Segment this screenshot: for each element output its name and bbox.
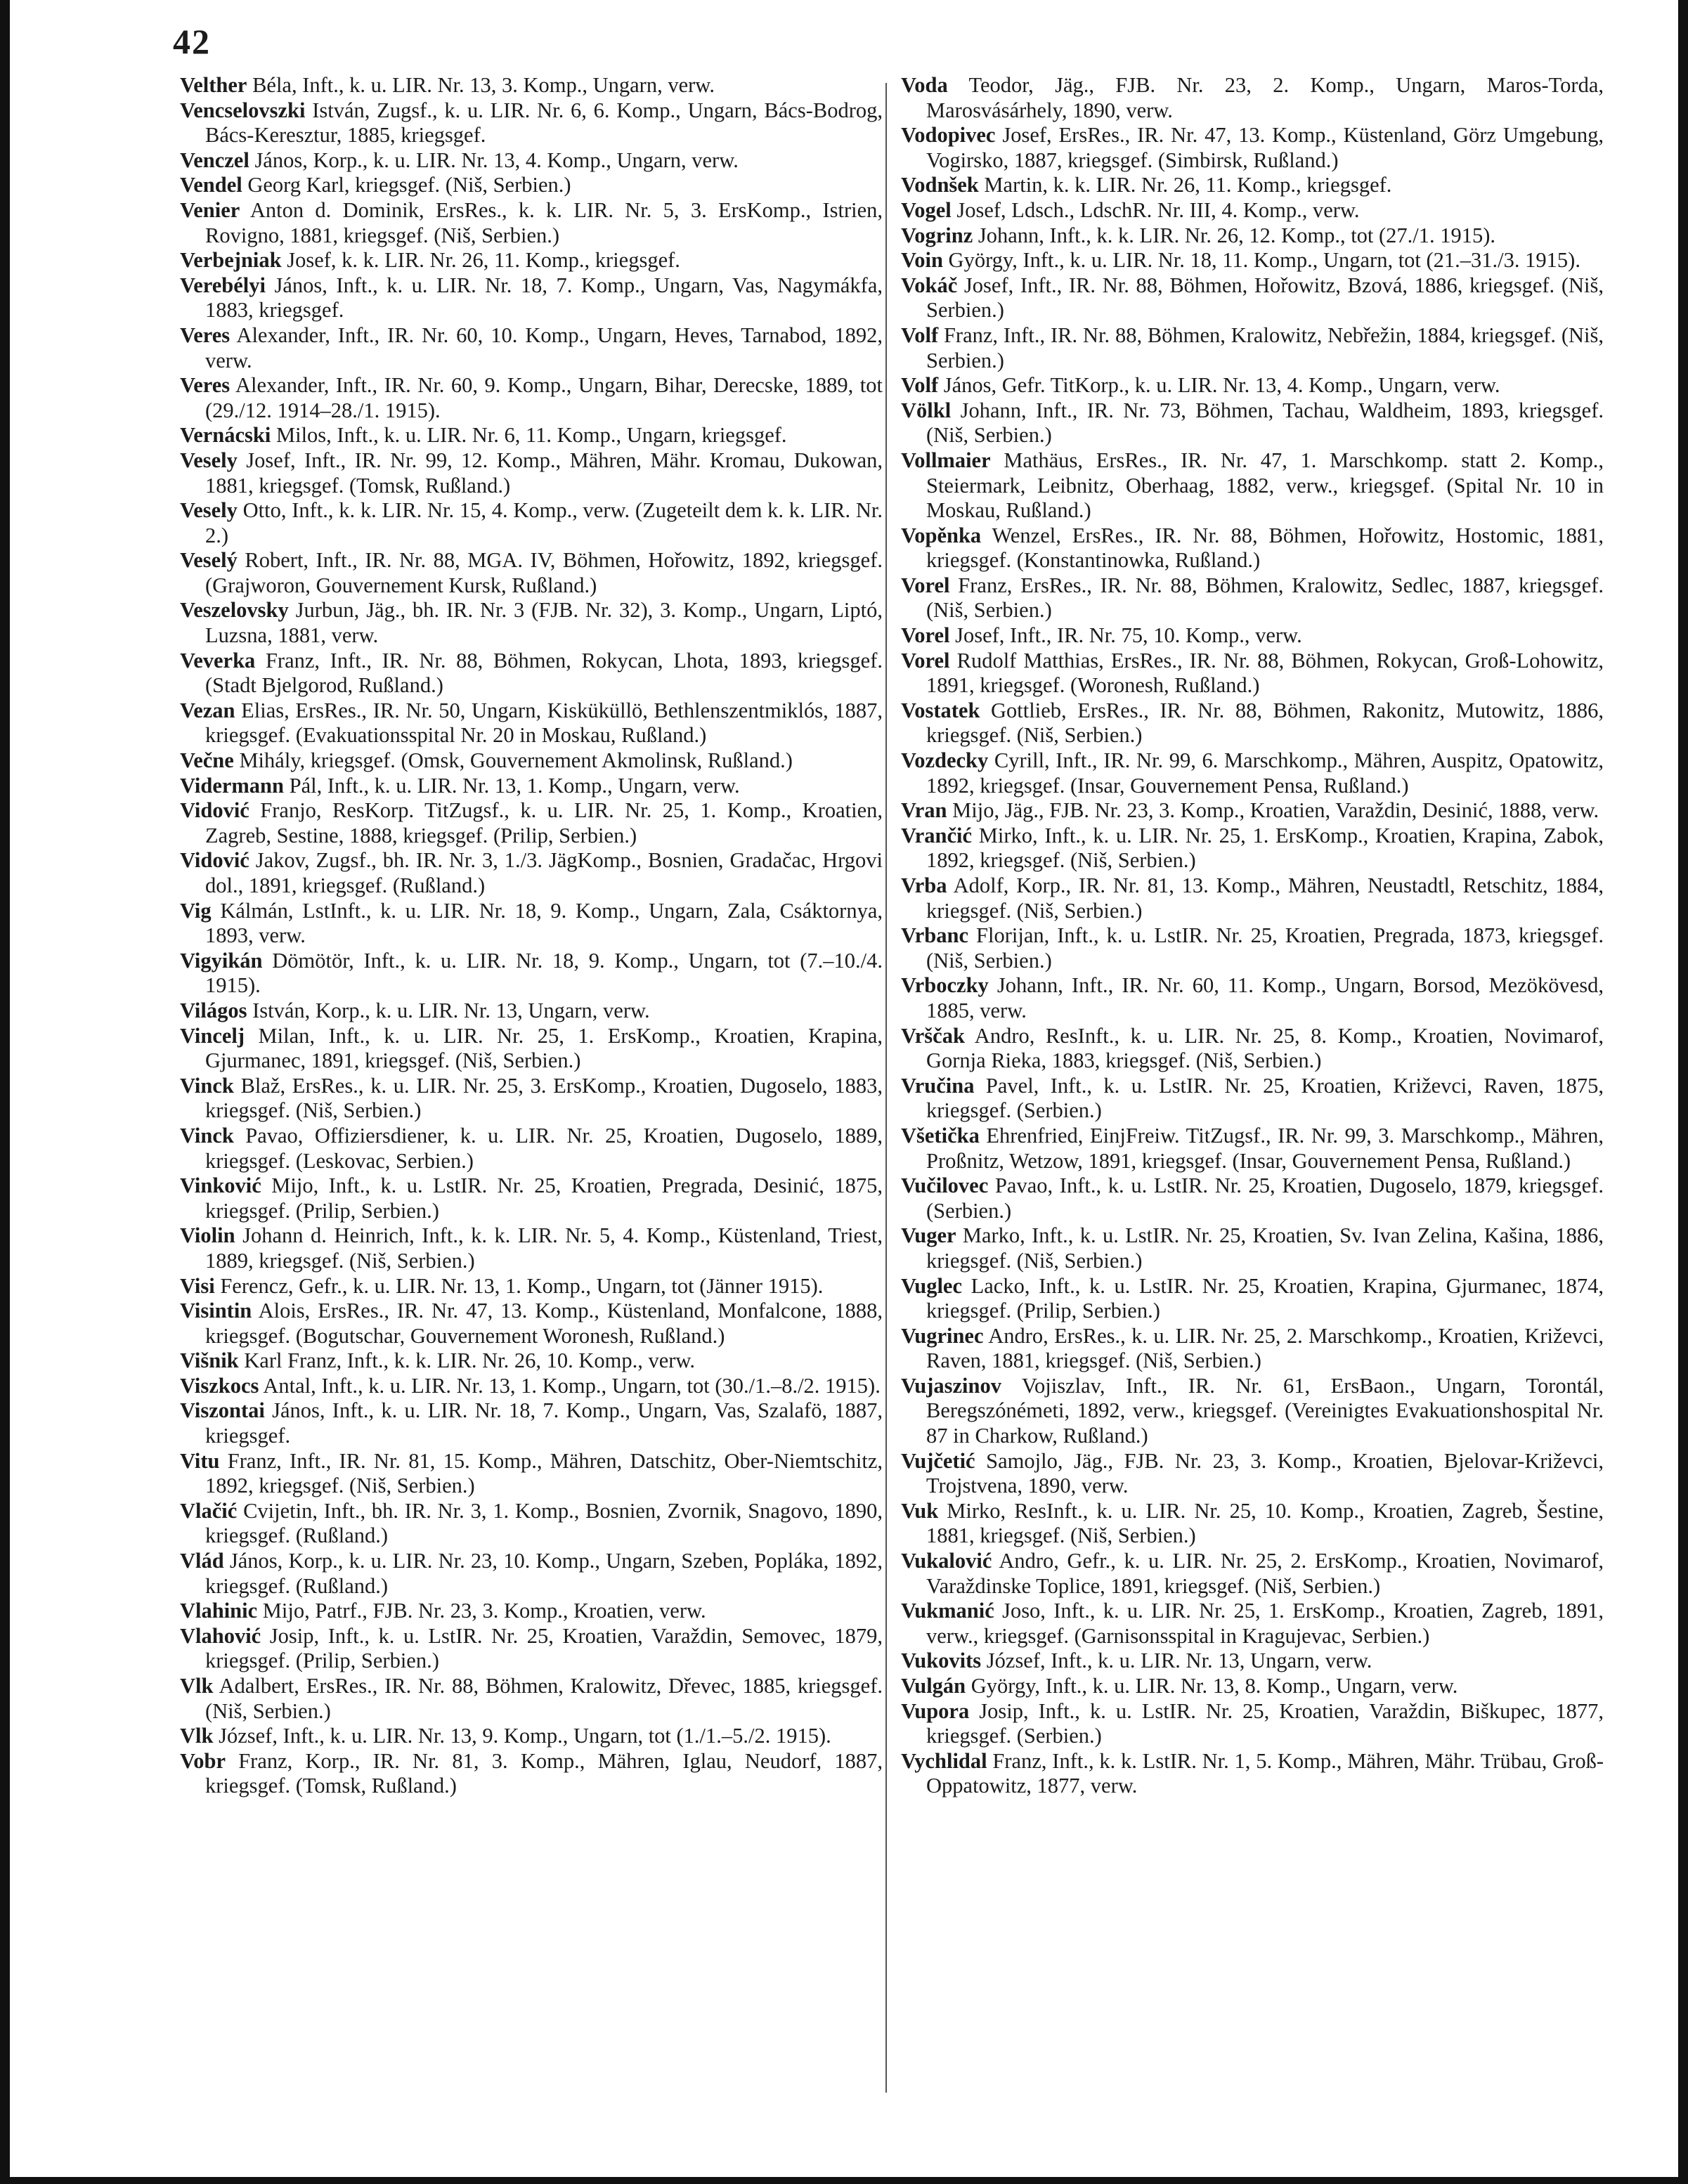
register-entry [901, 1274, 1604, 1324]
entry-surname: Veselý [180, 548, 238, 573]
entry-details: Pavao, Inft., k. u. LstIR. Nr. 25, Kroatien, Dugoselo, 1879, kriegsgef. (Serbien.) [926, 1174, 1604, 1223]
register-entry [901, 573, 1604, 623]
entry-surname: Vencselovszki [180, 98, 306, 122]
entry-surname: Voda [901, 73, 948, 97]
register-entry [180, 148, 883, 174]
entry-details: Johann d. Heinrich, Inft., k. k. LIR. Nr. 5, 4. Komp., Küstenland, Triest, 1889, kriegsgef. (Niš, Serbien.) [205, 1223, 883, 1273]
entry-surname: Világos [180, 998, 247, 1022]
register-entry [180, 1374, 883, 1399]
register-entry [901, 1324, 1604, 1374]
entry-surname: Vugrinec [901, 1323, 984, 1348]
entry-details: György, Inft., k. u. LIR. Nr. 13, 8. Komp., Ungarn, verw. [966, 1674, 1458, 1698]
entry-surname: Veverka [180, 648, 256, 672]
entry-surname: Vlačić [180, 1498, 238, 1523]
entry-surname: Vuger [901, 1223, 956, 1248]
entry-surname: Vlád [180, 1549, 224, 1573]
entry-details: Cyrill, Inft., IR. Nr. 99, 6. Marschkomp., Mähren, Auspitz, Opatowitz, 1892, kriegsgef. (Insar, Gouvernement Pensa, Rußland.) [926, 748, 1604, 798]
entry-surname: Verbejniak [180, 248, 282, 273]
entry-details: Wenzel, ErsRes., IR. Nr. 88, Böhmen, Hořowitz, Hostomic, 1881, kriegsgef. (Konstantinowka, Rußland.) [926, 523, 1604, 573]
register-entry [180, 1674, 883, 1724]
entry-surname: Visi [180, 1273, 215, 1298]
entry-surname: Všetička [901, 1123, 980, 1148]
entry-details: Pál, Inft., k. u. LIR. Nr. 13, 1. Komp., Ungarn, verw. [284, 773, 740, 798]
entry-surname: Vincelj [180, 1023, 245, 1048]
entry-surname: Verebélyi [180, 273, 266, 297]
register-entry [901, 649, 1604, 698]
entry-details: Pavel, Inft., k. u. LstIR. Nr. 25, Kroatien, Križevci, Raven, 1875, kriegsgef. (Serbien.) [926, 1073, 1604, 1123]
register-entry [901, 698, 1604, 748]
entry-surname: Vesely [180, 498, 238, 523]
entry-details: Ferencz, Gefr., k. u. LIR. Nr. 13, 1. Komp., Ungarn, tot (Jänner 1915). [214, 1273, 824, 1298]
entry-surname: Vukmanić [901, 1599, 994, 1623]
entry-details: Josef, Inft., IR. Nr. 75, 10. Komp., verw. [949, 623, 1302, 648]
register-entry [180, 73, 883, 98]
register-entry [901, 1649, 1604, 1674]
entry-surname: Vobr [180, 1748, 226, 1773]
register-entry [180, 848, 883, 898]
entry-surname: Vorel [901, 623, 950, 648]
register-entry [901, 923, 1604, 973]
entry-details: Gottlieb, ErsRes., IR. Nr. 88, Böhmen, Rakonitz, Mutowitz, 1886, kriegsgef. (Niš, Serbien.) [926, 698, 1604, 748]
entry-details: Johann, Inft., IR. Nr. 73, Böhmen, Tachau, Waldheim, 1893, kriegsgef. (Niš, Serbien.) [926, 398, 1604, 448]
entry-surname: Vychlidal [901, 1748, 987, 1773]
entry-surname: Vopěnka [901, 523, 982, 547]
register-entry [180, 949, 883, 999]
entry-details: Vojiszlav, Inft., IR. Nr. 61, ErsBaon., Ungarn, Torontál, Beregszónémeti, 1892, verw., kriegsgef. (Vereinigtes Evakuationshospital Nr. 87 in Charkow, Rußland.) [926, 1373, 1604, 1448]
register-entry [180, 999, 883, 1024]
register-entry [180, 198, 883, 248]
entry-surname: Vinck [180, 1123, 234, 1148]
entry-surname: Vrboczky [901, 973, 989, 998]
entry-details: Georg Karl, kriegsgef. (Niš, Serbien.) [242, 173, 571, 197]
entry-details: István, Korp., k. u. LIR. Nr. 13, Ungarn, verw. [247, 998, 650, 1022]
entry-surname: Vuk [901, 1498, 939, 1523]
register-entry [180, 323, 883, 373]
entry-surname: Vigyikán [180, 948, 263, 973]
entry-details: Franz, Inft., IR. Nr. 81, 15. Komp., Mähren, Datschitz, Ober-Niemtschitz, 1892, kriegsgef. (Niš, Serbien.) [205, 1448, 883, 1498]
register-entry [180, 899, 883, 949]
entry-surname: Violin [180, 1223, 235, 1248]
entry-details: Dömötör, Inft., k. u. LIR. Nr. 18, 9. Komp., Ungarn, tot (7.–10./4. 1915). [205, 948, 883, 998]
register-entry [901, 824, 1604, 873]
entry-surname: Vujčetić [901, 1448, 975, 1473]
entry-surname: Vrba [901, 873, 947, 897]
entry-surname: Venier [180, 197, 240, 222]
entry-surname: Voin [901, 248, 943, 273]
entry-details: Elias, ErsRes., IR. Nr. 50, Ungarn, Kisküküllö, Bethlenszentmiklós, 1887, kriegsgef. (Evakuationsspital Nr. 20 in Moskau, Rußland.) [205, 698, 883, 748]
entry-details: Alexander, Inft., IR. Nr. 60, 10. Komp., Ungarn, Heves, Tarnabod, 1892, verw. [205, 323, 883, 372]
entry-details: Mijo, Patrf., FJB. Nr. 23, 3. Komp., Kroatien, verw. [257, 1599, 706, 1623]
entry-surname: Vozdecky [901, 748, 989, 773]
entry-details: Pavao, Offiziersdiener, k. u. LIR. Nr. 25, Kroatien, Dugoselo, 1889, kriegsgef. (Leskovac, Serbien.) [205, 1123, 883, 1173]
entry-surname: Vidović [180, 798, 249, 823]
entry-surname: Vučilovec [901, 1174, 989, 1198]
register-entry [901, 1449, 1604, 1499]
entry-details: Robert, Inft., IR. Nr. 88, MGA. IV, Böhmen, Hořowitz, 1892, kriegsgef. (Grajworon, Gouvernement Kursk, Rußland.) [205, 548, 883, 597]
entry-surname: Vernácski [180, 423, 271, 448]
register-entry [180, 598, 883, 648]
entry-details: Josef, Ldsch., LdschR. Nr. III, 4. Komp., verw. [951, 197, 1360, 222]
register-entry [901, 873, 1604, 923]
entry-details: Ehrenfried, EinjFreiw. TitZugsf., IR. Nr. 99, 3. Marschkomp., Mähren, Proßnitz, Wetzow, 1891, kriegsgef. (Insar, Gouvernement Pensa, Rußland.) [926, 1123, 1604, 1173]
register-entry [901, 323, 1604, 373]
entry-surname: Vokáč [901, 273, 958, 297]
register-entry [180, 1124, 883, 1174]
entry-details: Milan, Inft., k. u. LIR. Nr. 25, 1. ErsKomp., Kroatien, Krapina, Gjurmanec, 1891, kriegsgef. (Niš, Serbien.) [205, 1023, 883, 1073]
entry-details: Mirko, Inft., k. u. LIR. Nr. 25, 1. ErsKomp., Kroatien, Krapina, Zabok, 1892, kriegsgef. (Niš, Serbien.) [926, 823, 1604, 873]
register-entry [180, 1074, 883, 1124]
register-entry [180, 423, 883, 448]
entry-details: Marko, Inft., k. u. LstIR. Nr. 25, Kroatien, Sv. Ivan Zelina, Kašina, 1886, kriegsgef. (Niš, Serbien.) [926, 1223, 1604, 1273]
register-entry [180, 1348, 883, 1374]
entry-surname: Vollmaier [901, 448, 991, 472]
entry-details: Jurbun, Jäg., bh. IR. Nr. 3 (FJB. Nr. 32), 3. Komp., Ungarn, Liptó, Luzsna, 1881, verw. [205, 598, 883, 648]
register-entry [180, 1398, 883, 1448]
entry-surname: Vezan [180, 698, 235, 722]
entry-details: Milos, Inft., k. u. LIR. Nr. 6, 11. Komp., Ungarn, kriegsgef. [271, 423, 787, 448]
entry-surname: Vendel [180, 173, 242, 197]
entry-surname: Vran [901, 798, 947, 823]
entry-details: Blaž, ErsRes., k. u. LIR. Nr. 25, 3. ErsKomp., Kroatien, Dugoselo, 1883, kriegsgef. (Niš, Serbien.) [205, 1073, 883, 1123]
entry-details: Franz, Korp., IR. Nr. 81, 3. Komp., Mähren, Iglau, Neudorf, 1887, kriegsgef. (Tomsk, Rußland.) [205, 1748, 883, 1798]
entry-surname: Veres [180, 323, 231, 347]
entry-details: Jakov, Zugsf., bh. IR. Nr. 3, 1./3. JägKomp., Bosnien, Gradačac, Hrgovi dol., 1891, kriegsgef. (Rußland.) [205, 848, 883, 897]
entry-details: Adalbert, ErsRes., IR. Nr. 88, Böhmen, Kralowitz, Dřevec, 1885, kriegsgef. (Niš, Serbien.) [205, 1674, 883, 1723]
entry-details: Johann, Inft., k. k. LIR. Nr. 26, 12. Komp., tot (27./1. 1915). [973, 223, 1496, 247]
entry-surname: Volf [901, 373, 939, 398]
register-entry [901, 1599, 1604, 1649]
entry-details: Florijan, Inft., k. u. LstIR. Nr. 25, Kroatien, Pregrada, 1873, kriegsgef. (Niš, Serbien.) [926, 923, 1604, 973]
entry-details: Samojlo, Jäg., FJB. Nr. 23, 3. Komp., Kroatien, Bjelovar-Križevci, Trojstvena, 1890, verw. [926, 1448, 1604, 1498]
entry-surname: Vukovits [901, 1649, 982, 1673]
entry-surname: Vulgán [901, 1674, 966, 1698]
register-entry [180, 798, 883, 848]
register-entry [901, 248, 1604, 273]
entry-details: Franz, Inft., k. k. LstIR. Nr. 1, 5. Komp., Mähren, Mähr. Trübau, Groß-Oppatowitz, 1877, verw. [926, 1748, 1604, 1798]
entry-surname: Vrančić [901, 823, 973, 847]
entry-surname: Vesely [180, 448, 238, 472]
register-entry [901, 1223, 1604, 1273]
register-entry [180, 1624, 883, 1674]
entry-details: János, Korp., k. u. LIR. Nr. 23, 10. Komp., Ungarn, Szeben, Popláka, 1892, kriegsgef. (Rußland.) [205, 1549, 883, 1598]
entry-surname: Vlahinic [180, 1599, 258, 1623]
register-entry [180, 1024, 883, 1074]
entry-surname: Völkl [901, 398, 952, 422]
register-entry [901, 1749, 1604, 1799]
register-entry [180, 548, 883, 598]
entry-surname: Vukalović [901, 1549, 992, 1573]
entry-surname: Vidermann [180, 773, 284, 798]
register-entry [180, 748, 883, 774]
register-entry [901, 173, 1604, 198]
entry-details: János, Inft., k. u. LIR. Nr. 18, 7. Komp., Ungarn, Vas, Szalafö, 1887, kriegsgef. [205, 1398, 883, 1448]
register-entry [901, 1674, 1604, 1699]
entry-surname: Višnik [180, 1348, 239, 1373]
entry-details: Josef, ErsRes., IR. Nr. 47, 13. Komp., Küstenland, Görz Umgebung, Vogirsko, 1887, kriegsgef. (Simbirsk, Rußland.) [926, 123, 1604, 172]
register-entry [180, 273, 883, 323]
entry-surname: Vogrinz [901, 223, 973, 247]
entry-details: Antal, Inft., k. u. LIR. Nr. 13, 1. Komp., Ungarn, tot (30./1.–8./2. 1915). [259, 1373, 881, 1398]
entry-details: Béla, Inft., k. u. LIR. Nr. 13, 3. Komp., Ungarn, verw. [247, 73, 715, 97]
left-column [180, 73, 883, 1799]
entry-details: Josef, Inft., IR. Nr. 88, Böhmen, Hořowitz, Bzová, 1886, kriegsgef. (Niš, Serbien.) [926, 273, 1604, 323]
entry-details: Mirko, ResInft., k. u. LIR. Nr. 25, 10. Komp., Kroatien, Zagreb, Šestine, 1881, kriegsgef. (Niš, Serbien.) [926, 1498, 1604, 1548]
entry-details: Franz, Inft., IR. Nr. 88, Böhmen, Kralowitz, Nebřežin, 1884, kriegsgef. (Niš, Serbien.) [926, 323, 1604, 372]
entry-surname: Vupora [901, 1698, 970, 1723]
register-entry [180, 1223, 883, 1273]
register-entry [901, 1699, 1604, 1749]
entry-details: György, Inft., k. u. LIR. Nr. 18, 11. Komp., Ungarn, tot (21.–31./3. 1915). [942, 248, 1580, 273]
entry-details: Lacko, Inft., k. u. LstIR. Nr. 25, Kroatien, Krapina, Gjurmanec, 1874, kriegsgef. (Prilip, Serbien.) [926, 1273, 1604, 1323]
register-entry [901, 123, 1604, 173]
entry-surname: Visintin [180, 1299, 252, 1323]
entry-details: Martin, k. k. LIR. Nr. 26, 11. Komp., kriegsgef. [978, 173, 1392, 197]
register-entry [180, 1724, 883, 1749]
entry-surname: Vlk [180, 1674, 214, 1698]
entry-surname: Vitu [180, 1448, 220, 1473]
register-entry [901, 524, 1604, 573]
register-entry [901, 398, 1604, 448]
register-entry [901, 448, 1604, 524]
entry-surname: Vlahović [180, 1623, 261, 1648]
entry-surname: Vrbanc [901, 923, 969, 948]
register-entry [901, 973, 1604, 1023]
entry-details: Mihály, kriegsgef. (Omsk, Gouvernement Akmolinsk, Rußland.) [233, 748, 793, 773]
entry-details: János, Inft., k. u. LIR. Nr. 18, 7. Komp., Ungarn, Vas, Nagymákfa, 1883, kriegsgef. [205, 273, 883, 323]
column-divider [885, 83, 887, 2093]
entry-surname: Vinković [180, 1174, 261, 1198]
register-entry [901, 1549, 1604, 1599]
entry-details: Teodor, Jäg., FJB. Nr. 23, 2. Komp., Ungarn, Maros-Torda, Marosvásárhely, 1890, verw. [926, 73, 1604, 122]
entry-surname: Vorel [901, 573, 950, 597]
register-entry [180, 774, 883, 799]
register-entry [901, 198, 1604, 223]
entry-surname: Vrščak [901, 1023, 965, 1048]
entry-details: János, Gefr. TitKorp., k. u. LIR. Nr. 13, 4. Komp., Ungarn, verw. [938, 373, 1500, 398]
entry-surname: Veszelovsky [180, 598, 289, 623]
register-entry [901, 748, 1604, 798]
entry-details: Anton d. Dominik, ErsRes., k. k. LIR. Nr. 5, 3. ErsKomp., Istrien, Rovigno, 1881, kriegsgef. (Niš, Serbien.) [205, 197, 883, 247]
entry-details: Franjo, ResKorp. TitZugsf., k. u. LIR. Nr. 25, 1. Komp., Kroatien, Zagreb, Sestine, 1888, kriegsgef. (Prilip, Serbien.) [205, 798, 883, 847]
register-entry [901, 1074, 1604, 1124]
register-entry [180, 1499, 883, 1549]
register-entry [180, 248, 883, 273]
register-entry [180, 1749, 883, 1799]
register-entry [901, 623, 1604, 649]
register-entry [180, 173, 883, 198]
register-entry [180, 448, 883, 498]
entry-details: Mathäus, ErsRes., IR. Nr. 47, 1. Marschkomp. statt 2. Komp., Steiermark, Leibnitz, Oberhaag, 1882, verw., kriegsgef. (Spital Nr. 10 in Moskau, Rußland.) [926, 448, 1604, 523]
register-entry [901, 223, 1604, 249]
entry-surname: Vuglec [901, 1273, 962, 1298]
entry-surname: Velther [180, 73, 247, 97]
entry-details: Josef, Inft., IR. Nr. 99, 12. Komp., Mähren, Mähr. Kromau, Dukowan, 1881, kriegsgef. (Tomsk, Rußland.) [205, 448, 883, 498]
entry-surname: Vorel [901, 648, 950, 672]
register-entry [901, 1024, 1604, 1074]
register-entry [180, 498, 883, 548]
entry-surname: Viszkocs [180, 1373, 259, 1398]
entry-surname: Volf [901, 323, 939, 347]
register-entry [180, 1549, 883, 1599]
entry-details: Johann, Inft., IR. Nr. 60, 11. Komp., Ungarn, Borsod, Mezökövesd, 1885, verw. [926, 973, 1604, 1022]
entry-surname: Večne [180, 748, 234, 773]
entry-details: Andro, ErsRes., k. u. LIR. Nr. 25, 2. Marschkomp., Kroatien, Križevci, Raven, 1881, kriegsgef. (Niš, Serbien.) [926, 1323, 1604, 1373]
entry-surname: Vujaszinov [901, 1373, 1001, 1398]
entry-surname: Vručina [901, 1073, 975, 1098]
register-entry [180, 1274, 883, 1299]
entry-details: Mijo, Jäg., FJB. Nr. 23, 3. Komp., Kroatien, Varaždin, Desinić, 1888, verw. [947, 798, 1599, 823]
register-entry [180, 1299, 883, 1348]
entry-details: Franz, Inft., IR. Nr. 88, Böhmen, Rokycan, Lhota, 1893, kriegsgef. (Stadt Bjelgorod, Rußland.) [205, 648, 883, 698]
entry-details: Rudolf Matthias, ErsRes., IR. Nr. 88, Böhmen, Rokycan, Groß-Lohowitz, 1891, kriegsgef. (Woronesh, Rußland.) [926, 648, 1604, 698]
entry-details: János, Korp., k. u. LIR. Nr. 13, 4. Komp., Ungarn, verw. [249, 148, 739, 172]
register-entry [901, 1174, 1604, 1223]
register-entry [901, 798, 1604, 824]
register-entry [901, 373, 1604, 398]
entry-surname: Venczel [180, 148, 249, 172]
entry-surname: Vinck [180, 1073, 234, 1098]
right-column [901, 73, 1604, 1799]
register-entry [180, 1174, 883, 1223]
entry-surname: Vodopivec [901, 123, 996, 148]
entry-details: Kálmán, LstInft., k. u. LIR. Nr. 18, 9. Komp., Ungarn, Zala, Csáktornya, 1893, verw. [205, 898, 883, 948]
entry-surname: Vlk [180, 1724, 214, 1748]
entry-details: József, Inft., k. u. LIR. Nr. 13, Ungarn, verw. [981, 1649, 1372, 1673]
register-entry [180, 98, 883, 148]
entry-details: Josef, k. k. LIR. Nr. 26, 11. Komp., kriegsgef. [281, 248, 680, 273]
entry-details: Alois, ErsRes., IR. Nr. 47, 13. Komp., Küstenland, Monfalcone, 1888, kriegsgef. (Bogutschar, Gouvernement Woronesh, Rußland.) [205, 1299, 883, 1348]
entry-details: Karl Franz, Inft., k. k. LIR. Nr. 26, 10. Komp., verw. [238, 1348, 696, 1373]
entry-surname: Viszontai [180, 1398, 265, 1423]
register-entry [901, 273, 1604, 323]
entry-details: Josip, Inft., k. u. LstIR. Nr. 25, Kroatien, Varaždin, Semovec, 1879, kriegsgef. (Prilip, Serbien.) [205, 1623, 883, 1673]
entry-details: Joso, Inft., k. u. LIR. Nr. 25, 1. ErsKomp., Kroatien, Zagreb, 1891, verw., kriegsgef. (Garnisonsspital in Kragujevac, Serbien.) [926, 1599, 1604, 1648]
entry-details: Otto, Inft., k. k. LIR. Nr. 15, 4. Komp., verw. (Zugeteilt dem k. k. LIR. Nr. 2.) [205, 498, 883, 547]
entry-surname: Veres [180, 373, 231, 398]
entry-details: Andro, ResInft., k. u. LIR. Nr. 25, 8. Komp., Kroatien, Novimarof, Gornja Rieka, 1883, kriegsgef. (Niš, Serbien.) [926, 1023, 1604, 1073]
entry-surname: Vidović [180, 848, 249, 873]
page-number: 42 [173, 22, 211, 61]
entry-surname: Vig [180, 898, 212, 923]
entry-details: Josip, Inft., k. u. LstIR. Nr. 25, Kroatien, Varaždin, Biškupec, 1877, kriegsgef. (Serbien.) [926, 1698, 1604, 1748]
register-entry [180, 1449, 883, 1499]
entry-surname: Vodnšek [901, 173, 979, 197]
register-entry [901, 1374, 1604, 1449]
entry-details: Andro, Gefr., k. u. LIR. Nr. 25, 2. ErsKomp., Kroatien, Novimarof, Varaždinske Toplice, 1891, kriegsgef. (Niš, Serbien.) [926, 1549, 1604, 1598]
register-entry [901, 1499, 1604, 1549]
register-entry [180, 698, 883, 748]
entry-details: Franz, ErsRes., IR. Nr. 88, Böhmen, Kralowitz, Sedlec, 1887, kriegsgef. (Niš, Serbien.) [926, 573, 1604, 623]
register-entry [180, 1599, 883, 1624]
register-entry [180, 649, 883, 698]
register-entry [901, 73, 1604, 123]
entry-details: Adolf, Korp., IR. Nr. 81, 13. Komp., Mähren, Neustadtl, Retschitz, 1884, kriegsgef. (Niš, Serbien.) [926, 873, 1604, 923]
entry-details: István, Zugsf., k. u. LIR. Nr. 6, 6. Komp., Ungarn, Bács-Bodrog, Bács-Keresztur, 1885, kriegsgef. [205, 98, 883, 148]
register-entry [180, 373, 883, 423]
register-entry [901, 1124, 1604, 1174]
entry-details: Alexander, Inft., IR. Nr. 60, 9. Komp., Ungarn, Bihar, Derecske, 1889, tot (29./12. 1914–28./1. 1915). [205, 373, 883, 422]
entry-details: Mijo, Inft., k. u. LstIR. Nr. 25, Kroatien, Pregrada, Desinić, 1875, kriegsgef. (Prilip, Serbien.) [205, 1174, 883, 1223]
entry-details: József, Inft., k. u. LIR. Nr. 13, 9. Komp., Ungarn, tot (1./1.–5./2. 1915). [213, 1724, 831, 1748]
entry-surname: Vogel [901, 197, 952, 222]
entry-details: Cvijetin, Inft., bh. IR. Nr. 3, 1. Komp., Bosnien, Zvornik, Snagovo, 1890, kriegsgef. (Rußland.) [205, 1498, 883, 1548]
entry-surname: Vostatek [901, 698, 980, 722]
